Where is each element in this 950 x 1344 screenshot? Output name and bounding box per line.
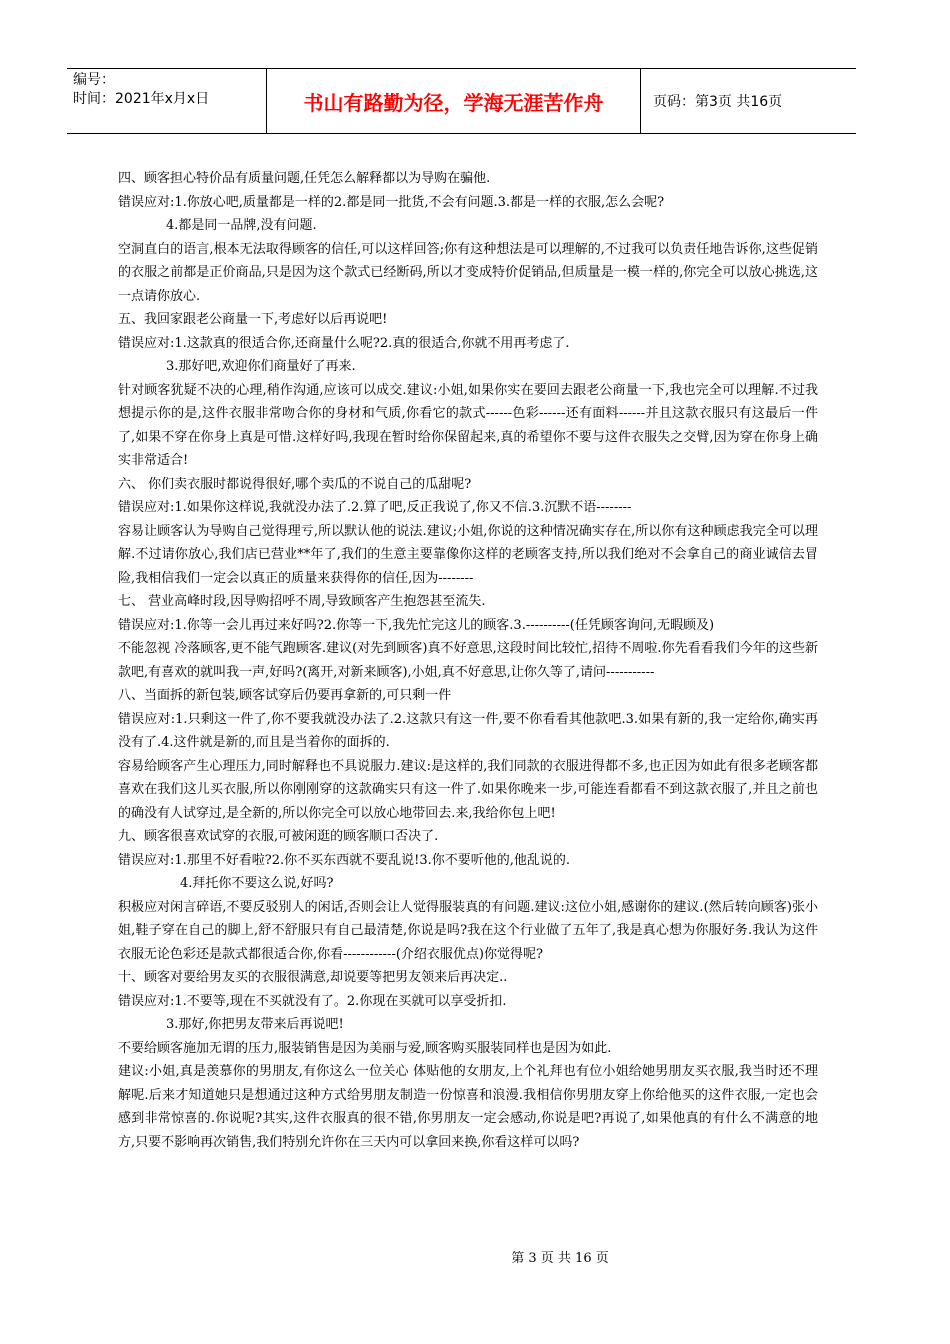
suggestion-paragraph: 不要给顾客施加无谓的压力,服装销售是因为美丽与爱,顾客购买服装同样也是因为如此. <box>118 1040 612 1056</box>
wrong-response: 错误应对:1.不要等,现在不买就没有了。2.你现在买就可以享受折扣. <box>118 993 507 1009</box>
section-heading: 十、顾客对要给男友买的衣服很满意,却说要等把男友领来后再决定.. <box>118 970 508 985</box>
wrong-response: 错误应对:1.那里不好看啦?2.你不买东西就不要乱说!3.你不要听他的,他乱说的. <box>118 852 571 868</box>
section-heading: 七、 营业高峰时段,因导购招呼不周,导致顾客产生抱怨甚至流失. <box>118 594 486 609</box>
document-time: 时间：2021年x月x日 <box>73 91 210 107</box>
header-info <box>67 69 267 133</box>
wrong-response: 错误应对:1.如果你这样说,我就没办法了.2.算了吧,反正我说了,你又不信.3.沉默不语-------- <box>118 500 632 515</box>
page-footer: 第 3 页 共 16 页 <box>511 1251 609 1266</box>
page-header <box>67 68 856 134</box>
section-heading: 四、顾客担心特价品有质量问题,任凭怎么解释都以为导购在骗他. <box>118 171 491 186</box>
wrong-response-continued: 4.都是同一品牌,没有问题. <box>166 218 317 233</box>
wrong-response: 错误应对:1.只剩这一件了,你不要我就没办法了.2.这款只有这一件,要不你看看其他款吧.3.如果有新的,我一定给你,确实再没有了.4.这件就是新的,而且是当着你的面拆的. <box>118 711 818 750</box>
suggestion-paragraph: 容易让顾客认为导购自己觉得理亏,所以默认他的说法.建议;小姐,你说的这种情况确实存在,所以你有这种顾虑我完全可以理解.不过请你放心,我们店已营业**年了,我们的生意主要靠像你这样的老顾客支持,所以我们绝对不会拿自己的商业诚信去冒险,我相信我们一定会以真正的质量来获得你的信任,因为-------- <box>118 523 818 586</box>
header-page-code: 页码：第3页 共16页 <box>653 94 783 110</box>
document-number: 编号： <box>73 72 115 88</box>
suggestion-paragraph: 容易给顾客产生心理压力,同时解释也不具说服力.建议:是这样的,我们同款的衣服进得都不多,也正因为如此有很多老顾客都喜欢在我们这儿买衣服,所以你刚刚穿的这款确实只有这一件了.如果你晚来一步,可能连看都看不到这款衣服了,并且之前也的确没有人试穿过,是全新的,所以你完全可以放心地带回去.来,我给你包上吧! <box>118 758 818 821</box>
wrong-response-continued: 3.那好,你把男友带来后再说吧! <box>166 1017 344 1032</box>
suggestion-paragraph: 不能忽视 冷落顾客,更不能气跑顾客.建议(对先到顾客)真不好意思,这段时间比较忙,招待不周啦.你先看看我们今年的这些新款吧,有喜欢的就叫我一声,好吗?(离开,对新来顾客),小姐,真不好意思,让你久等了,请问----------- <box>118 641 818 680</box>
section-heading: 九、顾客很喜欢试穿的衣服,可被闲逛的顾客顺口否决了. <box>118 829 439 844</box>
suggestion-paragraph: 积极应对闲言碎语,不要反驳别人的闲话,否则会让人觉得服装真的有问题.建议:这位小姐,感谢你的建议.(然后转向顾客)张小姐,鞋子穿在自己的脚上,舒不舒服只有自己最清楚,你说是吗?我在这个行业做了五年了,我是真心想为你服好务.我认为这件衣服无论色彩还是款式都很适合你,你看------------(介绍衣服优点)你觉得呢? <box>118 899 818 962</box>
wrong-response: 错误应对:1.这款真的很适合你,还商量什么呢?2.真的很适合,你就不用再考虑了. <box>118 335 570 351</box>
section-heading: 五、我回家跟老公商量一下,考虑好以后再说吧! <box>118 312 388 327</box>
suggestion-paragraph: 空洞直白的语言,根本无法取得顾客的信任,可以这样回答;你有这种想法是可以理解的,不过我可以负责任地告诉你,这些促销的衣服之前都是正价商品,只是因为这个款式已经断码,所以才变成特价促销品,但质量是一模一样的,你完全可以放心挑选,这一点请你放心. <box>118 241 818 304</box>
suggestion-paragraph: 建议:小姐,真是羡慕你的男朋友,有你这么一位关心 体贴他的女朋友,上个礼拜也有位小姐给她男朋友买衣服,我当时还不理解呢.后来才知道她只是想通过这种方式给男朋友制造一份惊喜和浪漫.我相信你男朋友穿上你给他买的这件衣服,一定也会感到非常惊喜的.你说呢?其实,这件衣服真的很不错,你男朋友一定会感动,你说是吧?再说了,如果他真的有什么不满意的地方,只要不影响再次销售,我们特别允许你在三天内可以拿回来换,你看这样可以吗? <box>118 1064 818 1150</box>
wrong-response-continued: 4.拜托你不要这么说,好吗? <box>180 876 334 891</box>
wrong-response: 错误应对:1.你等一会儿再过来好吗?2.你等一下,我先忙完这儿的顾客.3.----------(任凭顾客询问,无暇顾及) <box>118 617 715 633</box>
section-heading: 八、当面拆的新包装,顾客试穿后仍要再拿新的,可只剩一件 <box>118 688 452 703</box>
document-body <box>118 167 818 1154</box>
wrong-response: 错误应对:1.你放心吧,质量都是一样的2.都是同一批货,不会有问题.3.都是一样的衣服,怎么会呢? <box>118 194 665 210</box>
suggestion-paragraph: 针对顾客犹疑不决的心理,稍作沟通,应该可以成交.建议:小姐,如果你实在要回去跟老公商量一下,我也完全可以理解.不过我想提示你的是,这件衣服非常吻合你的身材和气质,你看它的款式------色彩------还有面料------并且这款衣服只有这最后一件了,如果不穿在你身上真是可惜.这样好吗,我现在暂时给你保留起来,真的希望你不要与这件衣服失之交臂,因为穿在你身上确实非常适合! <box>118 382 818 468</box>
wrong-response-continued: 3.那好吧,欢迎你们商量好了再来. <box>166 359 356 374</box>
header-motto: 书山有路勤为径，学海无涯苦作舟 <box>267 69 641 133</box>
section-heading: 六、 你们卖衣服时都说得很好,哪个卖瓜的不说自己的瓜甜呢? <box>118 476 472 492</box>
